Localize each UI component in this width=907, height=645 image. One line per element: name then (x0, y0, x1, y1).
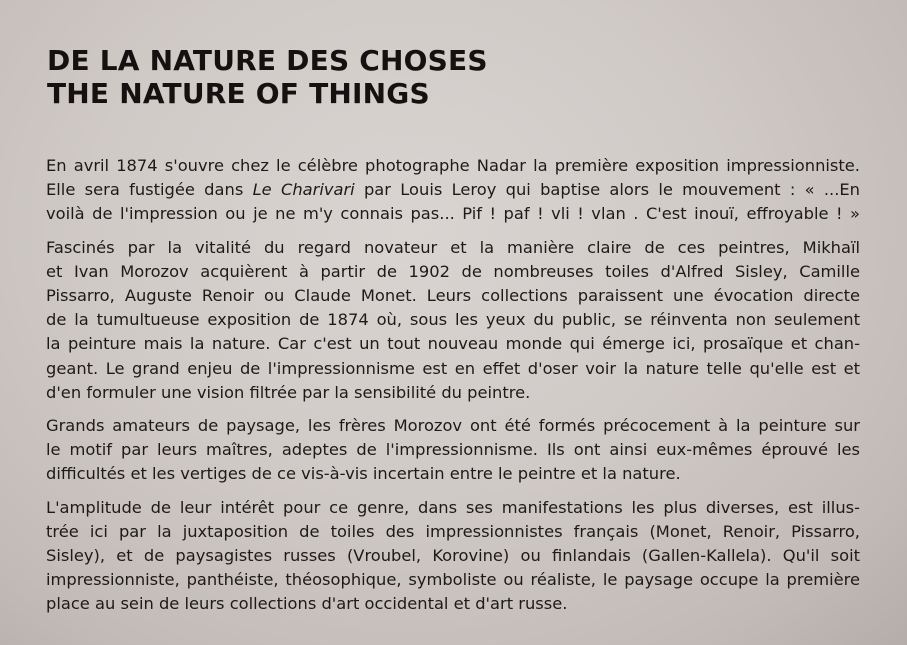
text-line: trée ici par la juxtaposition de toiles des impressionnistes français (Monet, Renoir, Pissarro, (46, 521, 860, 541)
text-line: En avril 1874 s'ouvre chez le célèbre photographe Nadar la première exposition impressionniste. (46, 156, 860, 175)
text-line: de la tumultueuse exposition de 1874 où, sous les yeux du public, se réinventa non seulement (46, 310, 860, 330)
title-english: THE NATURE OF THINGS (47, 77, 430, 110)
text-line: L'amplitude de leur intérêt pour ce genre, dans ses manifestations les plus diverses, est illus- (46, 497, 860, 517)
text-line: le motif par leurs maîtres, adeptes de l'impressionnisme. Ils ont ainsi eux-mêmes éprouvé les (46, 440, 860, 460)
text-segment: Elle sera fustigée dans (46, 180, 253, 200)
text-line: Pissarro, Auguste Renoir ou Claude Monet. Leurs collections paraissent une évocation directe (46, 286, 860, 306)
paragraph-1 (46, 154, 860, 227)
text-line: geant. Le grand enjeu de l'impressionnisme est en effet d'oser voir la nature telle qu'elle est et (46, 358, 860, 378)
text-line: Grands amateurs de paysage, les frères Morozov ont été formés précocement à la peinture sur (46, 416, 860, 436)
text-line: impressionniste, panthéiste, théosophique, symboliste ou réaliste, le paysage occupe la première (46, 570, 860, 590)
body-text (46, 154, 860, 626)
paragraph-2 (46, 236, 860, 405)
paragraph-3 (46, 414, 860, 487)
text-line: Sisley), et de paysagistes russes (Vroubel, Korovine) ou finlandais (Gallen-Kallela). Qu'il soit (46, 546, 860, 566)
text-line: la peinture mais la nature. Car c'est un tout nouveau monde qui émerge ici, prosaïque et chan- (46, 334, 860, 354)
paragraph-4 (46, 496, 860, 617)
text-line: d'en formuler une vision filtrée par la sensibilité du peintre. (46, 382, 531, 402)
text-line: Fascinés par la vitalité du regard novateur et la manière claire de ces peintres, Mikhaïl (46, 237, 860, 257)
publication-title: Le Charivari (252, 180, 355, 200)
text-line: difficultés et les vertiges de ce vis-à-vis incertain entre le peintre et la nature. (46, 464, 681, 484)
text-segment: par Louis Leroy qui baptise alors le mouvement : « ...En (354, 180, 860, 200)
text-line (46, 178, 860, 202)
title-french: DE LA NATURE DES CHOSES (47, 44, 488, 77)
text-line: voilà de l'impression ou je ne m'y connais pas... Pif ! paf ! vli ! vlan . C'est inouï, effroyable ! » (46, 204, 860, 224)
text-line: place au sein de leurs collections d'art occidental et d'art russe. (46, 594, 568, 614)
text-line: et Ivan Morozov acquièrent à partir de 1902 de nombreuses toiles d'Alfred Sisley, Camille (46, 261, 860, 281)
title-block (47, 44, 867, 110)
